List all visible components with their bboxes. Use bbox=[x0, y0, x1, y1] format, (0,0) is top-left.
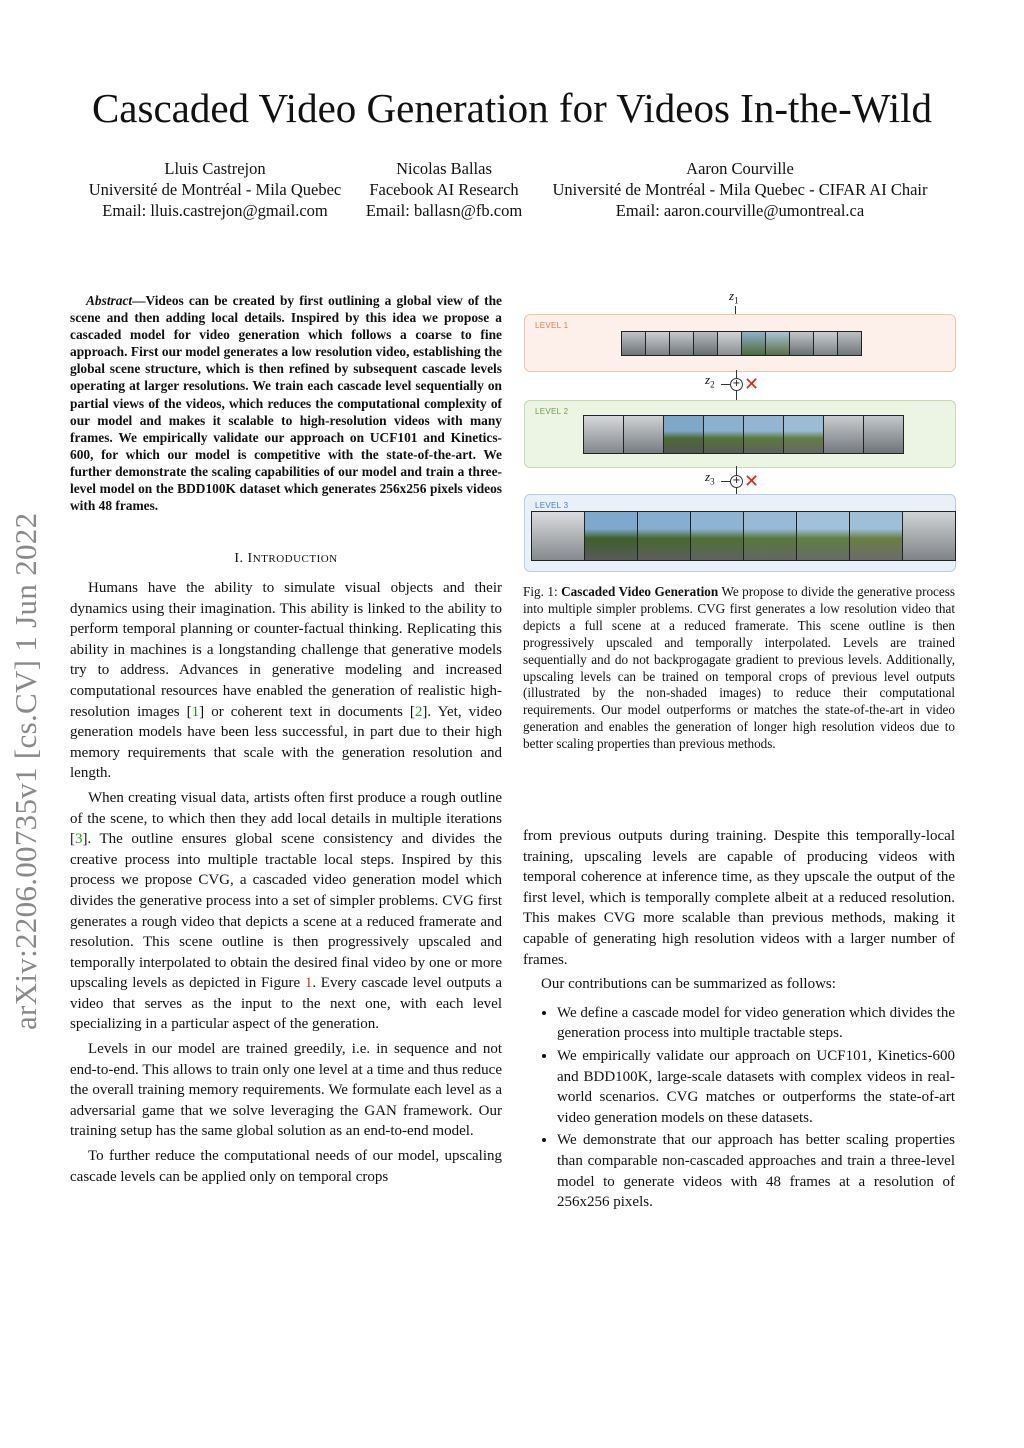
paragraph: When creating visual data, artists often first produce a rough outline of the scene, to which then they add local details in multiple iterations [3]. The outline ensures global scene consistency and divides the creative process into multiple tractable local steps. Inspired by this process we propose CVG, a cascaded video generation model which divides the generative process into a set of simpler problems. CVG first generates a rough video that depicts a scene at a reduced framerate and resolution. This scene outline is then progressively upscaled and temporally interpolated to obtain the desired final video by one or more upscaling levels as depicted in Figure 1. Every cascade level outputs a video that serves as the input to the next one, with each level specializing in a particular aspect of the generation. bbox=[70, 789, 503, 1033]
video-frame bbox=[638, 512, 690, 560]
level-1-frames bbox=[621, 331, 862, 356]
video-frame bbox=[790, 332, 813, 355]
paragraph: Humans have the ability to simulate visual objects and their dynamics using their imagination. This ability is linked to the ability to perform temporal planning or counter-factual thinking. Replicating this ability in machines is a longstanding challenge that generative models try to address. Advances in generative modeling and increased computational resources have enabled the generation of realistic high-resolution images [1] or coherent text in documents [2]. Yet, video generation models have been less successful, in part due to their high memory requirements that scale with the generation resolution and length. bbox=[70, 580, 502, 782]
abstract-dash: — bbox=[132, 293, 146, 308]
arxiv-identifier: arXiv:2206.00735v1 [cs.CV] 1 Jun 2022 bbox=[8, 512, 43, 1030]
author-name: Nicolas Ballas bbox=[396, 159, 492, 178]
video-frame bbox=[784, 416, 823, 453]
section-title-rest: NTRODUCTION bbox=[252, 553, 338, 565]
abstract-text: Videos can be created by first outlining a global view of the scene and then adding local details. Inspired by this idea we propose a cascaded model for video generation which follows a coarse to fine approach. First our model generates a low resolution video, establishing the global scene structure, which is then refined by subsequent cascade levels operating at larger resolutions. We train each cascade level sequentially on partial views of the videos, which reduces the computational complexity of our model and makes it scalable to high-resolution videos with many frames. We empirically validate our approach on UCF101 and Kinetics-600, for which our model is competitive with the state-of-the-art. We further demonstrate the scaling capabilities of our model and train a three-level model on the BDD100K dataset which generates 256x256 pixels videos with 48 frames. bbox=[70, 293, 502, 514]
list-item: • We define a cascade model for video generation which divides the generation process into multiple tractable steps. bbox=[557, 1003, 955, 1044]
level-3-box bbox=[524, 494, 956, 572]
video-frame bbox=[797, 512, 849, 560]
author-block-1 bbox=[78, 158, 352, 221]
author-affiliation: Université de Montréal - Mila Quebec - CIFAR AI Chair bbox=[552, 180, 928, 199]
list-item: • We empirically validate our approach on UCF101, Kinetics-600 and BDD100K, large-scale datasets with complex videos in real-world scenarios. CVG matches or outperforms the state-of-art video generation models on these datasets. bbox=[557, 1046, 955, 1128]
level-2-box bbox=[524, 400, 956, 468]
video-frame bbox=[824, 416, 863, 453]
video-frame bbox=[704, 416, 743, 453]
paper-title: Cascaded Video Generation for Videos In-the-Wild bbox=[91, 85, 933, 131]
video-frame bbox=[670, 332, 693, 355]
video-frame bbox=[903, 512, 955, 560]
author-name: Aaron Courville bbox=[686, 159, 794, 178]
citation-link[interactable]: 1 bbox=[191, 703, 200, 720]
paragraph: from previous outputs during training. Despite this temporally-local training, upscaling levels are capable of producing videos with temporal coherence at inference time, as they upscale the output of the first level, which is temporally complete albeit at a reduced resolution. This makes CVG more scalable than previous methods, making it capable of generating high resolution videos with a larger number of frames. bbox=[523, 828, 955, 968]
no-gradient-cross-icon: ✕ bbox=[744, 471, 760, 492]
paragraph: Our contributions can be summarized as follows: bbox=[541, 976, 836, 993]
video-frame bbox=[742, 332, 765, 355]
paragraph: Levels in our model are trained greedily, i.e. in sequence and not end-to-end. This allows to train only one level at a time and thus reduce the overall training memory requirements. We formulate each level as a adversarial game that we solve leveraging the GAN framework. Our training setup has the same global solution as an end-to-end model. bbox=[70, 1041, 502, 1140]
video-frame bbox=[694, 332, 717, 355]
section-number: I. bbox=[234, 551, 244, 566]
video-frame bbox=[850, 512, 902, 560]
latent-z2-label: $z_2$ bbox=[705, 372, 715, 390]
section-heading-introduction bbox=[70, 551, 502, 567]
body-column-left bbox=[70, 578, 502, 1191]
abstract bbox=[70, 292, 502, 514]
video-frame bbox=[664, 416, 703, 453]
video-frame bbox=[691, 512, 743, 560]
video-frame bbox=[814, 332, 837, 355]
caption-text: We propose to divide the generative process into multiple simpler problems. CVG first generates a low resolution video that depicts a full scene at a reduced framerate. This scene outline is then progressively upscaled and temporally interpolated. Levels are trained sequentially and do not backprogagate gradient to previous levels. Additionally, upscaling levels can be trained on temporal crops of previous level outputs (illustrated by the non-shaded images) to reduce their computational requirements. Our model outperforms or matches the state-of-the-art in video generation and enables the generation of longer high resolution videos due to better scaling properties than previous methods. bbox=[523, 584, 956, 752]
level-1-box bbox=[524, 314, 956, 372]
citation-link[interactable]: 3 bbox=[75, 831, 83, 848]
add-operator-icon: + bbox=[730, 378, 743, 391]
add-operator-icon: + bbox=[730, 475, 743, 488]
video-frame bbox=[585, 512, 637, 560]
abstract-label: Abstract bbox=[86, 293, 133, 308]
figure-link[interactable]: 1 bbox=[304, 975, 313, 992]
paragraph: To further reduce the computational needs of our model, upscaling cascade levels can be applied only on temporal crops bbox=[70, 1148, 502, 1185]
author-email: Email: aaron.courville@umontreal.ca bbox=[615, 201, 865, 220]
author-block-2 bbox=[360, 158, 528, 221]
author-block-3 bbox=[534, 158, 946, 221]
no-gradient-cross-icon: ✕ bbox=[744, 374, 760, 395]
section-title-initial: I bbox=[247, 551, 253, 566]
level-2-label: LEVEL 2 bbox=[535, 407, 569, 416]
citation-link[interactable]: 2 bbox=[414, 703, 423, 720]
body-column-right bbox=[523, 826, 955, 1215]
author-affiliation: Université de Montréal - Mila Quebec bbox=[88, 180, 342, 199]
author-email: Email: ballasn@fb.com bbox=[365, 201, 523, 220]
latent-z3-label: $z_3$ bbox=[705, 469, 715, 487]
video-frame bbox=[624, 416, 663, 453]
level-3-label: LEVEL 3 bbox=[535, 501, 569, 510]
latent-z1-label: $z_1$ bbox=[729, 288, 739, 306]
figure-1-caption bbox=[523, 584, 955, 753]
level-3-frames bbox=[531, 511, 956, 561]
video-frame bbox=[532, 512, 584, 560]
video-frame bbox=[646, 332, 669, 355]
video-frame bbox=[622, 332, 645, 355]
figure-1 bbox=[523, 288, 955, 570]
contributions-list bbox=[523, 1003, 955, 1213]
video-frame bbox=[864, 416, 903, 453]
caption-title: Cascaded Video Generation bbox=[561, 584, 719, 599]
video-frame bbox=[766, 332, 789, 355]
author-email: Email: lluis.castrejon@gmail.com bbox=[102, 201, 328, 220]
level-1-label: LEVEL 1 bbox=[535, 321, 569, 330]
video-frame bbox=[718, 332, 741, 355]
video-frame bbox=[744, 416, 783, 453]
list-item: • We demonstrate that our approach has better scaling properties than comparable non-cascaded approaches and train a three-level model to generate videos with 48 frames at a resolution of 256x256 pixels. bbox=[557, 1130, 955, 1212]
level-2-frames bbox=[583, 415, 904, 454]
video-frame bbox=[744, 512, 796, 560]
author-affiliation: Facebook AI Research bbox=[369, 180, 519, 199]
caption-label: Fig. 1: bbox=[523, 584, 558, 599]
video-frame bbox=[584, 416, 623, 453]
video-frame bbox=[838, 332, 861, 355]
author-name: Lluis Castrejon bbox=[164, 159, 266, 178]
